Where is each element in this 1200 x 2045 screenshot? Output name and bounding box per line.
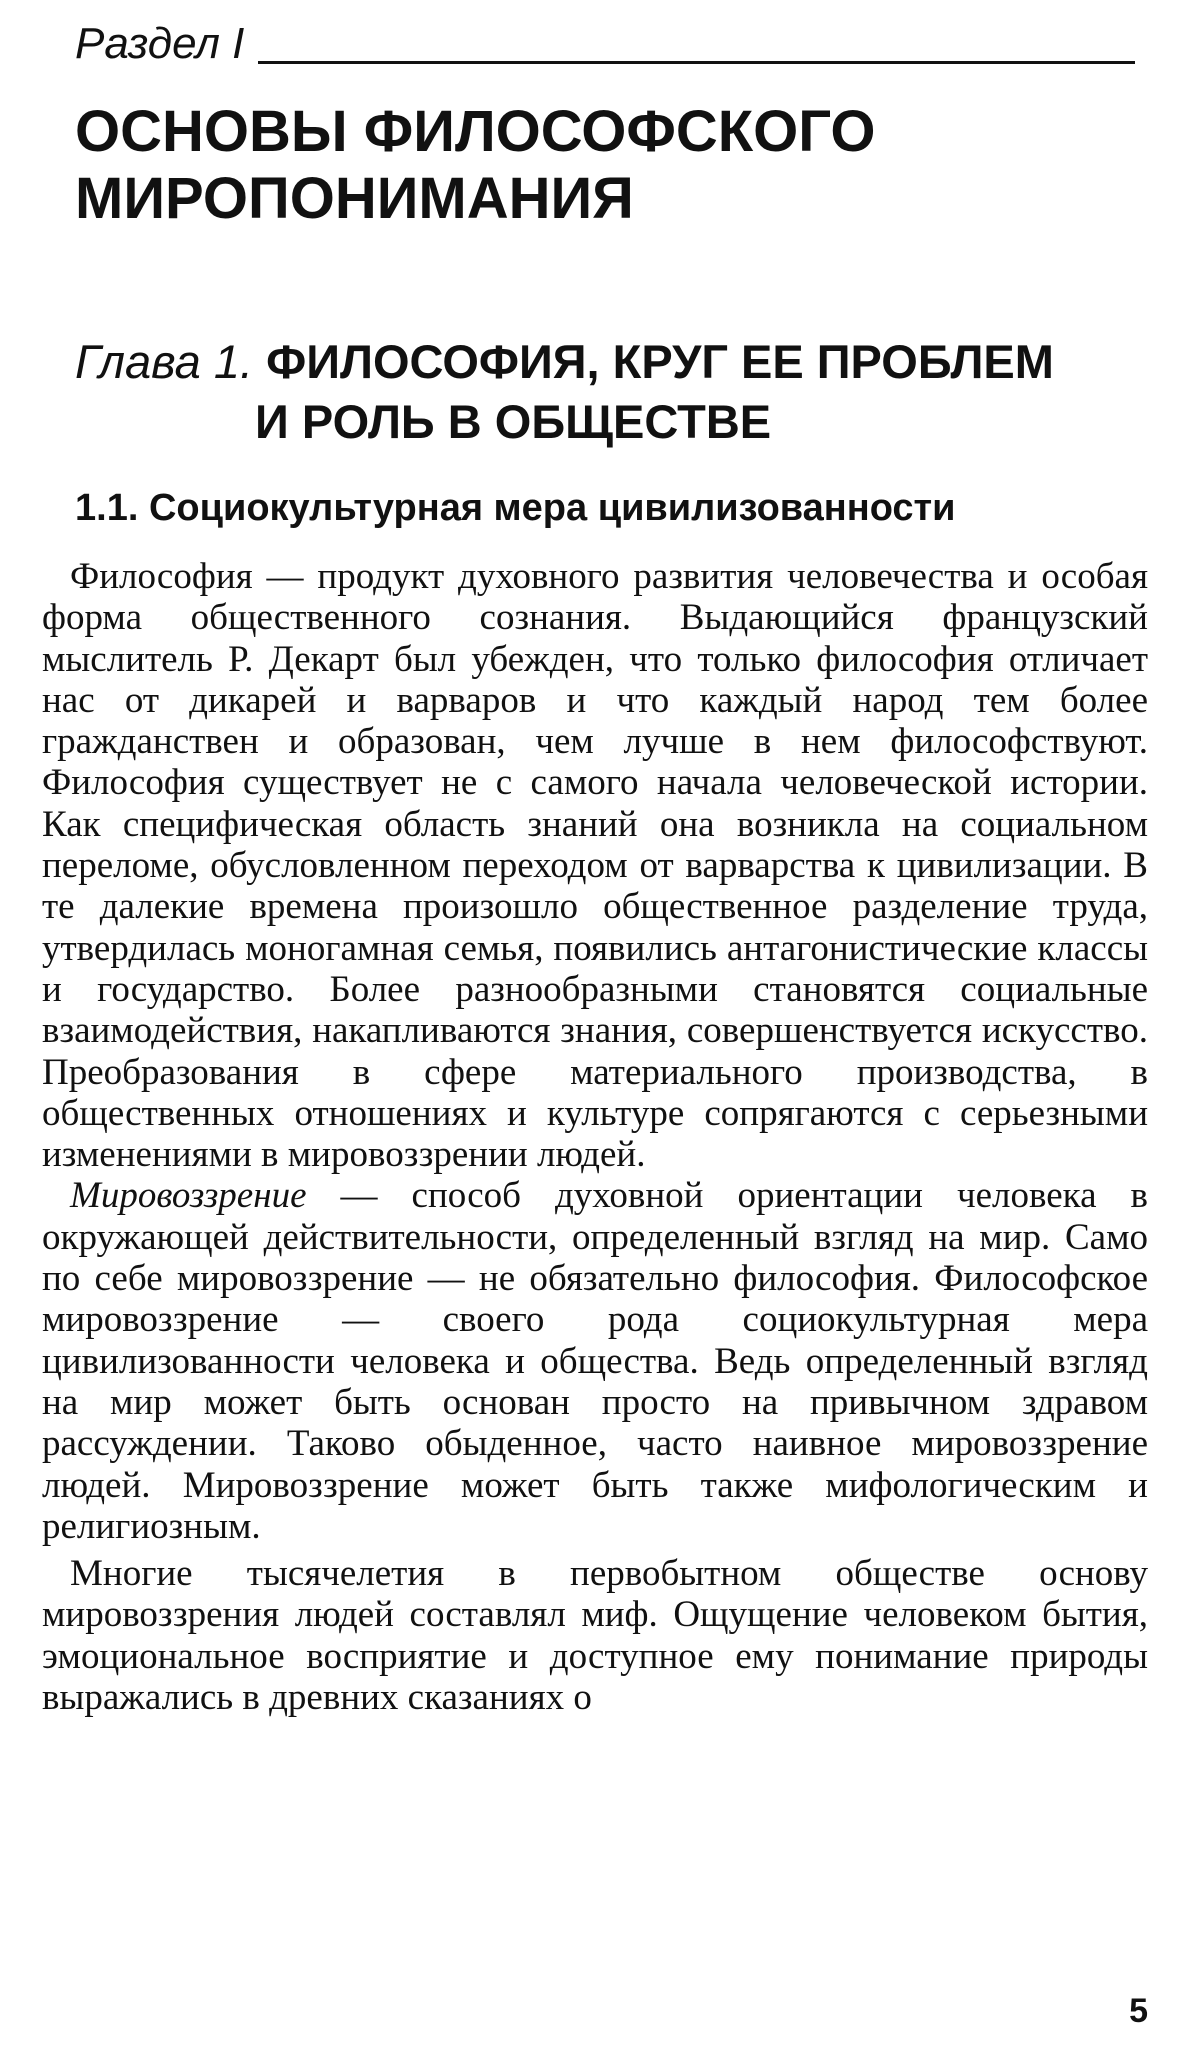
body-text xyxy=(42,556,1148,1718)
chapter-title-line-2: И РОЛЬ В ОБЩЕСТВЕ xyxy=(255,395,772,448)
chapter-number: Глава 1. xyxy=(75,335,254,388)
term-worldview: Мировоззрение xyxy=(70,1175,307,1217)
part-title-line-1: ОСНОВЫ ФИЛОСОФСКОГО xyxy=(75,99,876,164)
section-label: Раздел I xyxy=(75,19,245,68)
paragraph-3: Многие тысячелетия в первобытном обществе основу мировоззрения людей составлял миф. Ощущение человеком бытия, эмоциональное восприятие и доступное ему понимание природы выражались в древних сказаниях о xyxy=(42,1553,1148,1719)
page-number: 5 xyxy=(1129,1992,1148,2030)
paragraph-2-text: — способ духовной ориентации человека в окружающей действительности, определенный взгляд на мир. Само по себе мировоззрение — не обязательно философия. Философское мировоззрение — своего рода социокультурная мера цивилизованности человека и общества. Ведь определенный взгляд на мир может быть основан просто на привычном здравом рассуждении. Таково обыденное, часто наивное мировоззрение людей. Мировоззрение может быть также мифологическим и религиозным. xyxy=(42,1175,1148,1547)
chapter-title-line-1: ФИЛОСОФИЯ, КРУГ ЕЕ ПРОБЛЕМ xyxy=(266,335,1054,388)
section-header xyxy=(75,18,1135,70)
part-title xyxy=(75,98,1135,232)
subsection-title: 1.1. Социокультурная мера цивилизованности xyxy=(75,487,956,529)
part-title-line-2: МИРОПОНИМАНИЯ xyxy=(75,166,634,231)
paragraph-2 xyxy=(42,1175,1148,1547)
paragraph-1: Философия — продукт духовного развития человечества и особая форма общественного сознания. Выдающийся французский мыслитель Р. Декарт был убежден, что только философия отличает нас от дикарей и варваров и что каждый народ тем более гражданствен и образован, чем лучше в нем философствуют. Философия существует не с самого начала человеческой истории. Как специфическая область знаний она возникла на социальном переломе, обусловленном переходом от варварства к цивилизации. В те далекие времена произошло общественное разделение труда, утвердилась моногамная семья, появились антагонистические классы и государство. Более разнообразными становятся социальные взаимодействия, накапливаются знания, совершенствуется искусство. Преобразования в сфере материального производства, в общественных отношениях и культуре сопрягаются с серьезными изменениями в мировоззрении людей. xyxy=(42,556,1148,1176)
section-rule xyxy=(258,61,1135,64)
chapter-heading xyxy=(75,332,1135,452)
